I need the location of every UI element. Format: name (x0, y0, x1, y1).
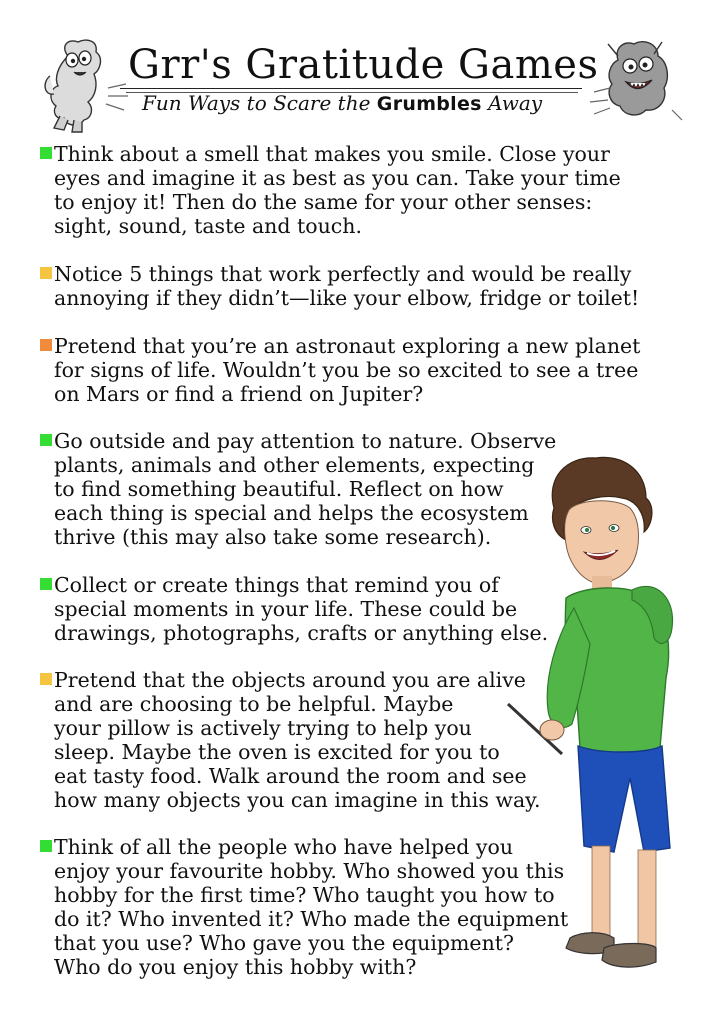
item-line: enjoy your favourite hobby. Who showed you this (54, 859, 565, 883)
bullet-square-green (40, 147, 52, 159)
item-text (54, 835, 568, 979)
item-line: Think of all the people who have helped you (54, 835, 514, 859)
bullet-square-yellow (40, 267, 52, 279)
bullet-square-orange (40, 339, 52, 351)
item-line: your pillow is actively trying to help you (54, 716, 472, 740)
item-line: do it? Who invented it? Who made the equipment (54, 907, 569, 931)
item-line: Notice 5 things that work perfectly and would be really (54, 262, 632, 286)
item-line: sight, sound, taste and touch. (54, 214, 363, 238)
item-line: Pretend that the objects around you are alive (54, 668, 526, 692)
grumble-monster-right-illustration (588, 30, 684, 130)
page-header (0, 0, 712, 140)
item-text (54, 142, 621, 238)
grumble-monster-left-illustration (38, 36, 128, 136)
bullet-square-green (40, 840, 52, 852)
item-line: annoying if they didn’t—like your elbow, fridge or toilet! (54, 286, 640, 310)
item-line: Who do you enjoy this hobby with? (54, 955, 417, 979)
item-text (54, 429, 556, 549)
item-text (54, 262, 639, 310)
item-line: thrive (this may also take some research). (54, 525, 492, 549)
bullet-square-yellow (40, 673, 52, 685)
item-line: to enjoy it! Then do the same for your other senses: (54, 190, 593, 214)
item-line: Collect or create things that remind you of (54, 573, 499, 597)
item-line: Go outside and pay attention to nature. Observe (54, 429, 557, 453)
item-line: each thing is special and helps the ecosystem (54, 501, 529, 525)
item-text (54, 668, 541, 812)
item-line: special moments in your life. These could be (54, 597, 518, 621)
item-text (54, 573, 548, 645)
page-subtitle (142, 90, 582, 117)
subtitle-text-start: Fun Ways to Scare the (142, 91, 377, 115)
item-line: Pretend that you’re an astronaut exploring a new planet (54, 334, 641, 358)
item-line: how many objects you can imagine in this way. (54, 788, 541, 812)
item-line: eyes and imagine it as best as you can. Take your time (54, 166, 621, 190)
item-line: that you use? Who gave you the equipment? (54, 931, 514, 955)
item-line: drawings, photographs, crafts or anything else. (54, 621, 549, 645)
item-line: and are choosing to be helpful. Maybe (54, 692, 454, 716)
item-line: for signs of life. Wouldn’t you be so excited to see a tree (54, 358, 639, 382)
title-underline (120, 88, 582, 89)
boy-in-green-hoodie-illustration (496, 448, 692, 996)
item-line: sleep. Maybe the oven is excited for you to (54, 740, 500, 764)
item-line: to find something beautiful. Reflect on how (54, 477, 504, 501)
item-line: on Mars or find a friend on Jupiter? (54, 382, 424, 406)
item-line: hobby for the first time? Who taught you how to (54, 883, 555, 907)
item-text (54, 334, 640, 406)
subtitle-text-end: Away (481, 91, 543, 115)
item-line: plants, animals and other elements, expecting (54, 453, 535, 477)
page-title: Grr's Gratitude Games (128, 42, 599, 88)
item-line: eat tasty food. Walk around the room and see (54, 764, 527, 788)
item-line: Think about a smell that makes you smile. Close your (54, 142, 610, 166)
bullet-square-green (40, 434, 52, 446)
bullet-square-green (40, 578, 52, 590)
subtitle-grumbles-word: Grumbles (376, 93, 482, 115)
